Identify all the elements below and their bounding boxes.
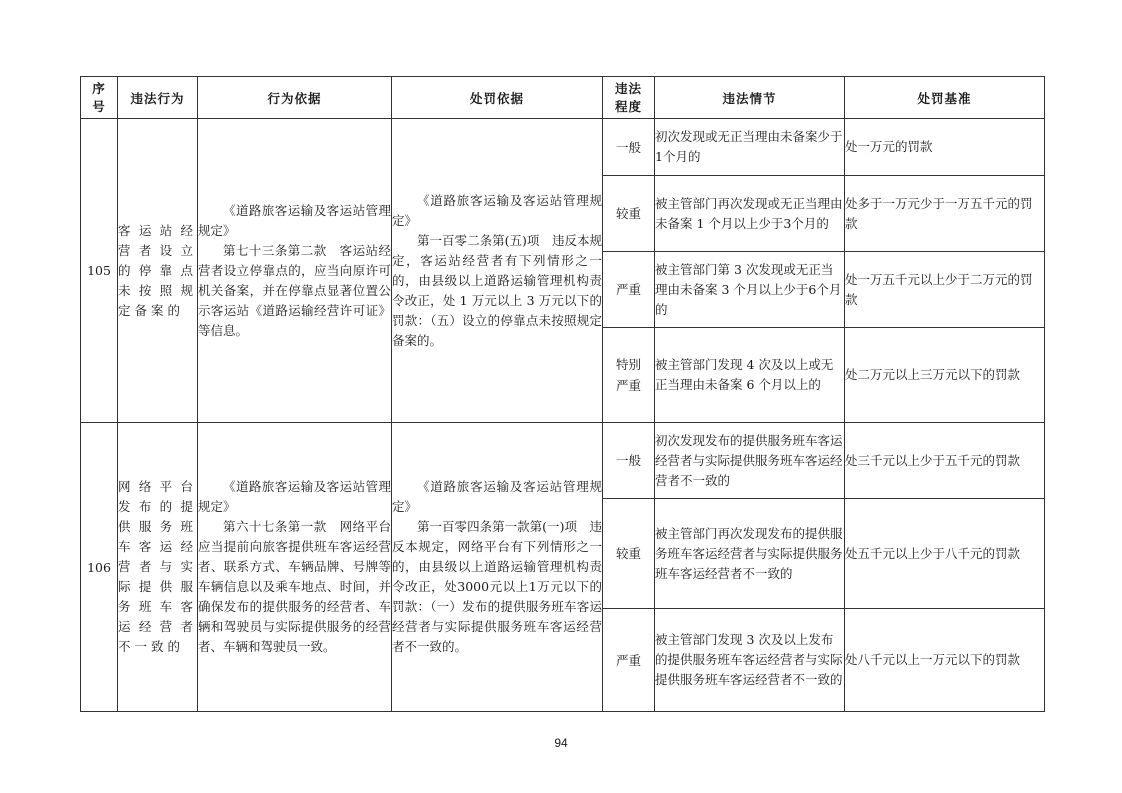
degree-cell: 严重: [603, 609, 655, 712]
header-penalty-basis: 处罚依据: [392, 77, 603, 119]
table-row: [81, 423, 1045, 499]
seq-cell: 106: [81, 423, 118, 712]
standard-cell: 处多于一万元少于一万五千元的罚款: [845, 176, 1045, 252]
circumstance-cell: 被主管部门再次发现或无正当理由未备案 1 个月以上少于3个月的: [655, 176, 845, 252]
penalty-basis-title: 《道路旅客运输及客运站管理规定》: [392, 479, 602, 514]
circumstance-cell: 被主管部门第 3 次发现或无正当理由未备案 3 个月以上少于6个月的: [655, 252, 845, 328]
act-basis-title: 《道路旅客运输及客运站管理规定》: [198, 479, 391, 514]
penalty-basis-title: 《道路旅客运输及客运站管理规定》: [392, 192, 602, 228]
header-row: [81, 77, 1045, 119]
circumstance-cell: 被主管部门发现 4 次及以上或无正当理由未备案 6 个月以上的: [655, 328, 845, 423]
circumstance-cell: 初次发现或无正当理由未备案少于1个月的: [655, 119, 845, 176]
seq-cell: 105: [81, 119, 118, 423]
page-number: 94: [554, 736, 568, 750]
degree-cell: 严重: [603, 252, 655, 328]
degree-cell: 一般: [603, 119, 655, 176]
header-degree: 违法 程度: [603, 77, 655, 119]
act-basis-text: 第六十七条第一款 网络平台应当提前向旅客提供班车客运经营者、联系方式、车辆品牌、号牌等车辆信息以及乘车地点、时间，并确保发布的提供服务的经营者、车辆和驾驶员与实际提供服务的经营者、车辆和驾驶员一致。: [198, 519, 391, 654]
penalty-basis-cell: [392, 119, 603, 423]
penalty-basis-text: 第一百零四条第一款第(一)项 违反本规定，网络平台有下列情形之一的，由县级以上道路运输管理机构责令改正，处3000元以上1万元以下的罚款：（一）发布的提供服务班车客运经营者与实际提供服务班车客运经营者不一致的。: [392, 519, 602, 654]
standard-cell: 处一万元的罚款: [845, 119, 1045, 176]
act-basis-cell: [198, 423, 392, 712]
standard-cell: 处二万元以上三万元以下的罚款: [845, 328, 1045, 423]
degree-cell: 一般: [603, 423, 655, 499]
circumstance-cell: 初次发现发布的提供服务班车客运经营者与实际提供服务班车客运经营者不一致的: [655, 423, 845, 499]
header-behavior: 违法行为: [118, 77, 198, 119]
standard-cell: 处三千元以上少于五千元的罚款: [845, 423, 1045, 499]
header-seq: 序 号: [81, 77, 118, 119]
act-basis-title: 《道路旅客运输及客运站管理规定》: [198, 202, 391, 238]
behavior-cell: 客运站经营者设立的停靠点未按照规定备案的: [118, 119, 198, 423]
degree-cell: 特别 严重: [603, 328, 655, 423]
act-basis-cell: [198, 119, 392, 423]
circumstance-cell: 被主管部门再次发现发布的提供服务班车客运经营者与实际提供服务班车客运经营者不一致的: [655, 499, 845, 609]
header-act-basis: 行为依据: [198, 77, 392, 119]
degree-cell: 较重: [603, 176, 655, 252]
header-standard: 处罚基准: [845, 77, 1045, 119]
standard-cell: 处一万五千元以上少于二万元的罚款: [845, 252, 1045, 328]
standard-cell: 处五千元以上少于八千元的罚款: [845, 499, 1045, 609]
header-circumstance: 违法情节: [655, 77, 845, 119]
penalty-standard-table: [80, 76, 1045, 712]
penalty-basis-cell: [392, 423, 603, 712]
behavior-cell: 网络平台发布的提供服务班车客运经营者与实际提供服务班车客运经营者不一致的: [118, 423, 198, 712]
circumstance-cell: 被主管部门发现 3 次及以上发布的提供服务班车客运经营者与实际提供服务班车客运经营者不一致的: [655, 609, 845, 712]
penalty-basis-text: 第一百零二条第(五)项 违反本规定，客运站经营者有下列情形之一的，由县级以上道路运输管理机构责令改正，处 1 万元以上 3 万元以下的罚款：（五）设立的停靠点未按照规定备案的。: [392, 232, 602, 348]
standard-cell: 处八千元以上一万元以下的罚款: [845, 609, 1045, 712]
degree-cell: 较重: [603, 499, 655, 609]
table-row: [81, 119, 1045, 176]
act-basis-text: 第七十三条第二款 客运站经营者设立停靠点的，应当向原许可机关备案，并在停靠点显著位置公示客运站《道路运输经营许可证》等信息。: [198, 242, 391, 338]
